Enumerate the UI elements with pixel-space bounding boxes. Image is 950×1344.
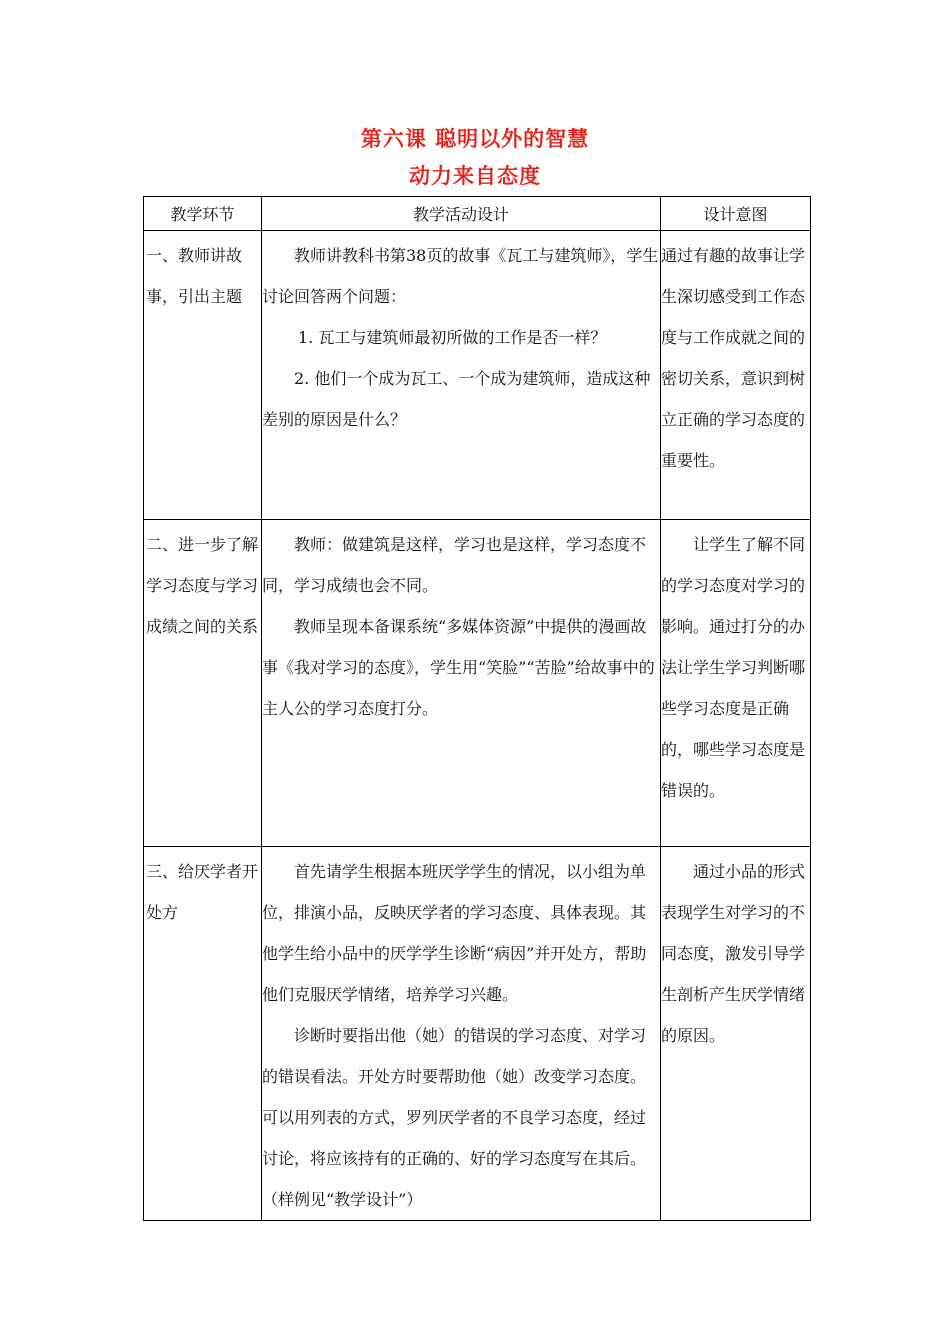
activity-paragraph: 教师：做建筑是这样，学习也是这样，学习态度不同，学习成绩也会不同。 xyxy=(262,535,647,595)
header-activity: 教学活动设计 xyxy=(262,197,661,231)
activity-cell xyxy=(262,231,660,440)
activity-paragraph: 教师呈现本备课系统“多媒体资源”中提供的漫画故事《我对学习的态度》，学生用“笑脸”“苦脸”给故事中的主人公的学习态度打分。 xyxy=(262,617,655,718)
intent-cell: 让学生了解不同的学习态度对学习的影响。通过打分的办法让学生学习判断哪些学习态度是正确的，哪些学习态度是错误的。 xyxy=(661,535,806,800)
table-row xyxy=(144,231,811,520)
table-header-row xyxy=(144,197,811,231)
stage-cell: 二、进一步了解学习态度与学习成绩之间的关系 xyxy=(146,535,259,636)
document-title: 第六课 聪明以外的智慧 xyxy=(360,127,590,151)
activity-paragraph: 首先请学生根据本班厌学学生的情况，以小组为单位，排演小品，反映厌学者的学习态度、具体表现。其他学生给小品中的厌学学生诊断“病因”并开处方，帮助他们克服厌学情绪，培养学习兴趣。 xyxy=(262,862,647,1004)
header-stage: 教学环节 xyxy=(144,197,262,231)
activity-question: 2. 他们一个成为瓦工、一个成为建筑师，造成这种差别的原因是什么？ xyxy=(262,369,651,429)
intent-cell: 通过小品的形式表现学生对学习的不同态度，激发引导学生剖析产生厌学情绪的原因。 xyxy=(661,862,806,1045)
stage-cell: 三、给厌学者开处方 xyxy=(146,862,259,922)
activity-question: 1. 瓦工与建筑师最初所做的工作是否一样？ xyxy=(298,328,607,347)
table-row xyxy=(144,847,811,1221)
intent-cell: 通过有趣的故事让学生深切感受到工作态度与工作成就之间的密切关系，意识到树立正确的学习态度的重要性。 xyxy=(661,246,806,470)
document-subtitle: 动力来自态度 xyxy=(409,164,541,188)
activity-paragraph: 诊断时要指出他（她）的错误的学习态度、对学习的错误看法。开处方时要帮助他（她）改变学习态度。可以用列表的方式，罗列厌学者的不良学习态度，经过讨论，将应该持有的正确的、好的学习态度写在其后。（样例见“教学设计”） xyxy=(262,1026,647,1209)
activity-cell xyxy=(262,520,660,729)
activity-cell xyxy=(262,847,660,1220)
stage-cell: 一、教师讲故事，引出主题 xyxy=(146,246,243,306)
activity-paragraph: 教师讲教科书第38页的故事《瓦工与建筑师》，学生讨论回答两个问题： xyxy=(262,246,659,306)
header-intent: 设计意图 xyxy=(661,197,811,231)
table-row xyxy=(144,520,811,847)
lesson-plan-table xyxy=(143,196,811,1221)
